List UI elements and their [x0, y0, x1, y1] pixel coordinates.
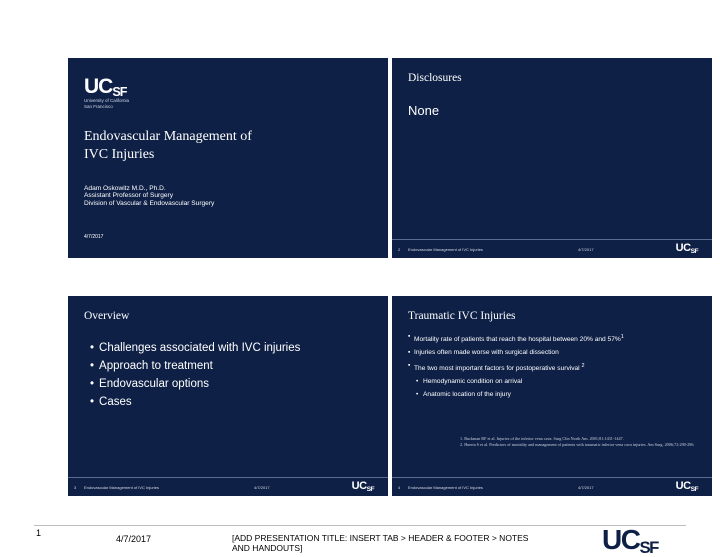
disclosures-body: None	[408, 103, 440, 118]
slide-title: Disclosures	[408, 72, 462, 84]
footer-date: 4/7/2017	[254, 485, 270, 490]
slide-3-overview	[68, 296, 388, 496]
slide-footer	[68, 477, 388, 496]
page-date: 4/7/2017	[116, 534, 152, 544]
list-item: • Cases	[90, 393, 300, 411]
page-footer-note: [ADD PRESENTATION TITLE: INSERT TAB > HEADER & FOOTER > NOTES AND HANDOUTS]	[232, 533, 529, 553]
sub-list-item: • Hemodynamic condition on arrival	[408, 378, 708, 386]
footer-title: Endovascular Management of IVC Injuries	[84, 485, 159, 490]
ucsf-logo: UCSF	[602, 524, 658, 557]
slide-4-traumatic-ivc	[392, 296, 712, 496]
slide-footer	[392, 477, 712, 496]
author-block: Adam Oskowitz M.D., Ph.D. Assistant Professor of Surgery Division of Vascular & Endovascular Surgery	[84, 185, 215, 207]
list-item: ▪ Mortality rate of patients that reach the hospital between 20% and 57%$^1$	[408, 333, 708, 344]
sub-list-item: • Anatomic location of the injury	[408, 391, 708, 399]
list-item: • Endovascular options	[90, 375, 300, 393]
slide-number: 2	[398, 247, 401, 252]
overview-list	[90, 339, 300, 411]
footer-title: Endovascular Management of IVC Injuries	[408, 485, 483, 490]
slide-date: 4/7/2017	[84, 234, 104, 240]
slide-number: 3	[74, 485, 77, 490]
ucsf-logo: UCSF	[675, 480, 698, 493]
ucsf-logo: UCSF	[84, 75, 127, 100]
ivc-bullet-list	[408, 333, 708, 404]
slide-2-disclosures	[392, 58, 712, 258]
ucsf-logo: UCSF	[675, 242, 698, 255]
references: 1. Buckman RF et al. Injuries of the inferior vena cava. Surg Clin North Am. 2001;81:1431-1447. 2. Huerta S et al. Predictors of mortality and management of patients with traumatic inferior vena cava injuries. Am Surg. 2006;72:290-296.	[460, 436, 695, 447]
slide-1-title	[68, 58, 388, 258]
page-number: 1	[36, 528, 42, 538]
logo-caption: University of California San Francisco	[84, 98, 130, 109]
slide-title: Overview	[84, 310, 130, 322]
list-item: ▪ The two most important factors for postoperative survival $^2$	[408, 362, 708, 373]
slide-title: Traumatic IVC Injuries	[408, 310, 516, 322]
presentation-title: Endovascular Management of IVC Injuries	[84, 129, 252, 162]
footer-title: Endovascular Management of IVC Injuries	[408, 247, 483, 252]
slide-number: 4	[398, 485, 401, 490]
list-item: • Approach to treatment	[90, 357, 300, 375]
footer-date: 4/7/2017	[578, 485, 594, 490]
page-footer-divider	[34, 525, 686, 526]
ucsf-logo: UCSF	[351, 480, 374, 493]
slide-footer	[392, 239, 712, 258]
list-item: ▪ Injuries often made worse with surgical dissection	[408, 349, 708, 357]
list-item: • Challenges associated with IVC injuries	[90, 339, 300, 357]
footer-date: 4/7/2017	[578, 247, 594, 252]
